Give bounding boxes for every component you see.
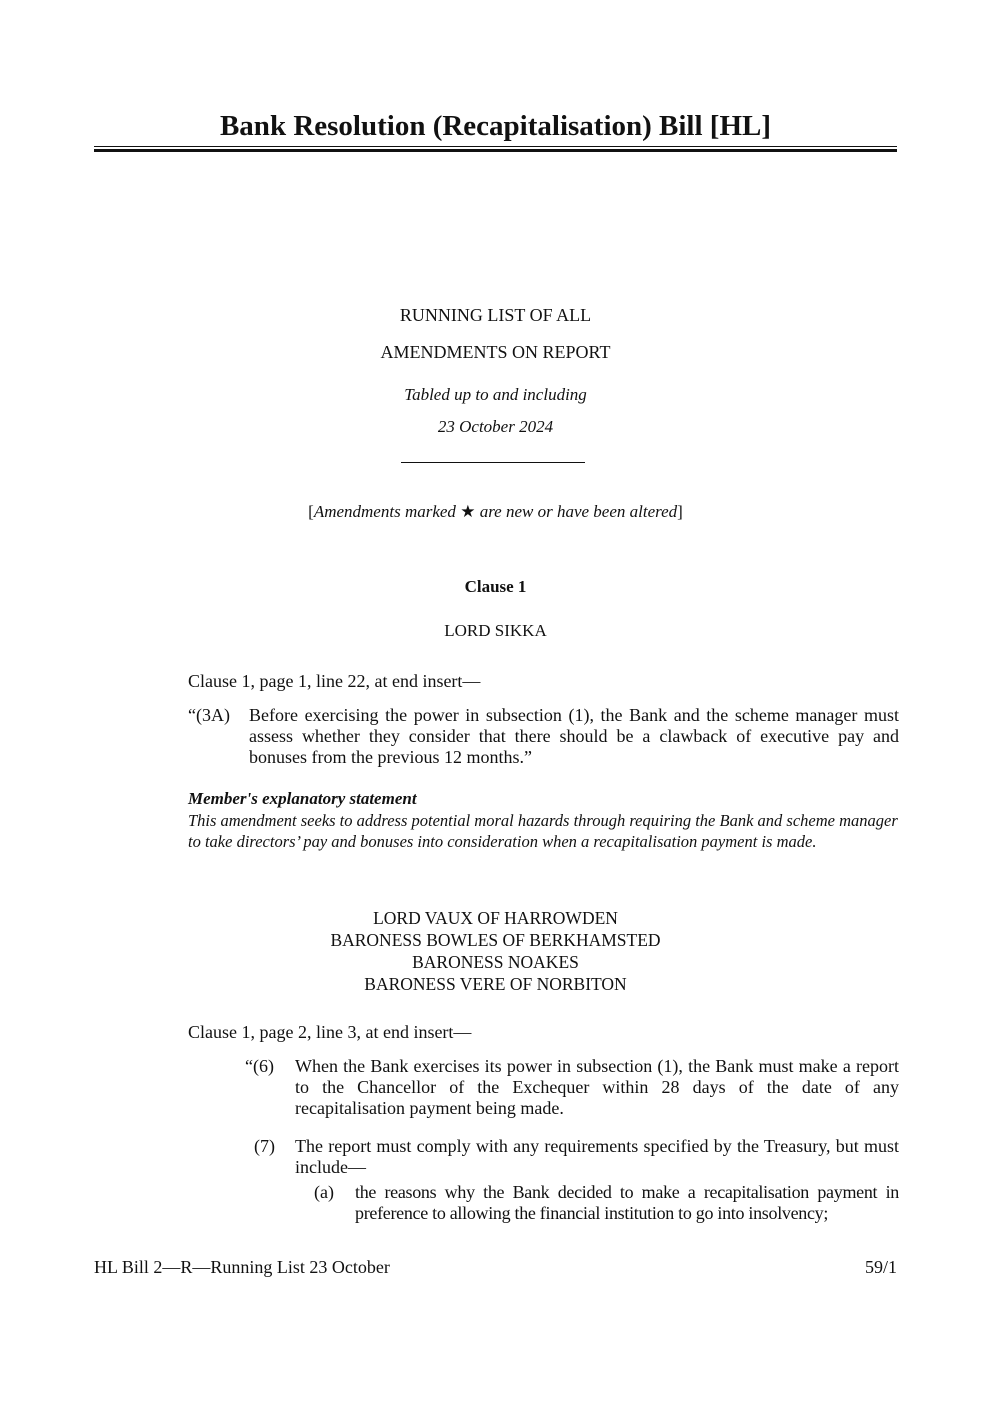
subsection-7-text: The report must comply with any requirements specified by the Treasury, but must include— xyxy=(295,1136,899,1177)
sponsor-lord-sikka: LORD SIKKA xyxy=(444,621,547,640)
amendment2-instruction: Clause 1, page 2, line 3, at end insert— xyxy=(188,1022,472,1042)
amendment1-sub-label: “(3A) xyxy=(188,705,230,725)
amendment2-sponsors xyxy=(94,907,897,995)
subsection-6-label: “(6) xyxy=(245,1056,274,1076)
section-divider xyxy=(401,462,585,463)
footer-bill-reference: HL Bill 2—R—Running List 23 October xyxy=(94,1257,390,1277)
sponsor-name: BARONESS BOWLES OF BERKHAMSTED xyxy=(330,930,661,950)
amendment1-instruction: Clause 1, page 1, line 22, at end insert— xyxy=(188,671,481,691)
title-rule-thick xyxy=(94,149,897,152)
explanatory-heading: Member's explanatory statement xyxy=(188,789,417,808)
list-heading-line2: AMENDMENTS ON REPORT xyxy=(380,342,611,362)
marker-note: [Amendments marked ★ are new or have been altered] xyxy=(308,502,683,521)
title-rule-thin xyxy=(94,146,897,147)
sponsor-name: LORD VAUX OF HARROWDEN xyxy=(373,908,618,928)
amendment1-sub-text: Before exercising the power in subsection (1), the Bank and the scheme manager must assess whether they consider that there should be a clawback of executive pay and bonuses from the previous 12 months.” xyxy=(249,705,899,767)
clause-heading: Clause 1 xyxy=(464,577,527,596)
sponsor-name: BARONESS NOAKES xyxy=(412,952,579,972)
explanatory-text: This amendment seeks to address potential moral hazards through requiring the Bank and scheme manager to take directors’ pay and bonuses into consideration when a recapitalisation payment is made. xyxy=(188,811,898,851)
paragraph-a-text: the reasons why the Bank decided to make a recapitalisation payment in preference to allowing the financial institution to go into insolvency; xyxy=(355,1182,899,1223)
star-icon: ★ xyxy=(460,502,476,521)
subsection-7-label: (7) xyxy=(254,1136,275,1156)
paragraph-a-label: (a) xyxy=(314,1182,334,1202)
tabled-date: 23 October 2024 xyxy=(437,417,554,436)
subsection-6-text: When the Bank exercises its power in subsection (1), the Bank must make a report to the Chancellor of the Exchequer within 28 days of the date of any recapitalisation payment being made. xyxy=(295,1056,899,1118)
sponsor-name: BARONESS VERE OF NORBITON xyxy=(364,974,627,994)
footer-page-number: 59/1 xyxy=(864,1257,897,1277)
list-heading-line1: RUNNING LIST OF ALL xyxy=(399,305,592,325)
tabled-line1: Tabled up to and including xyxy=(404,385,587,404)
bill-title: Bank Resolution (Recapitalisation) Bill [HL] xyxy=(219,110,772,142)
